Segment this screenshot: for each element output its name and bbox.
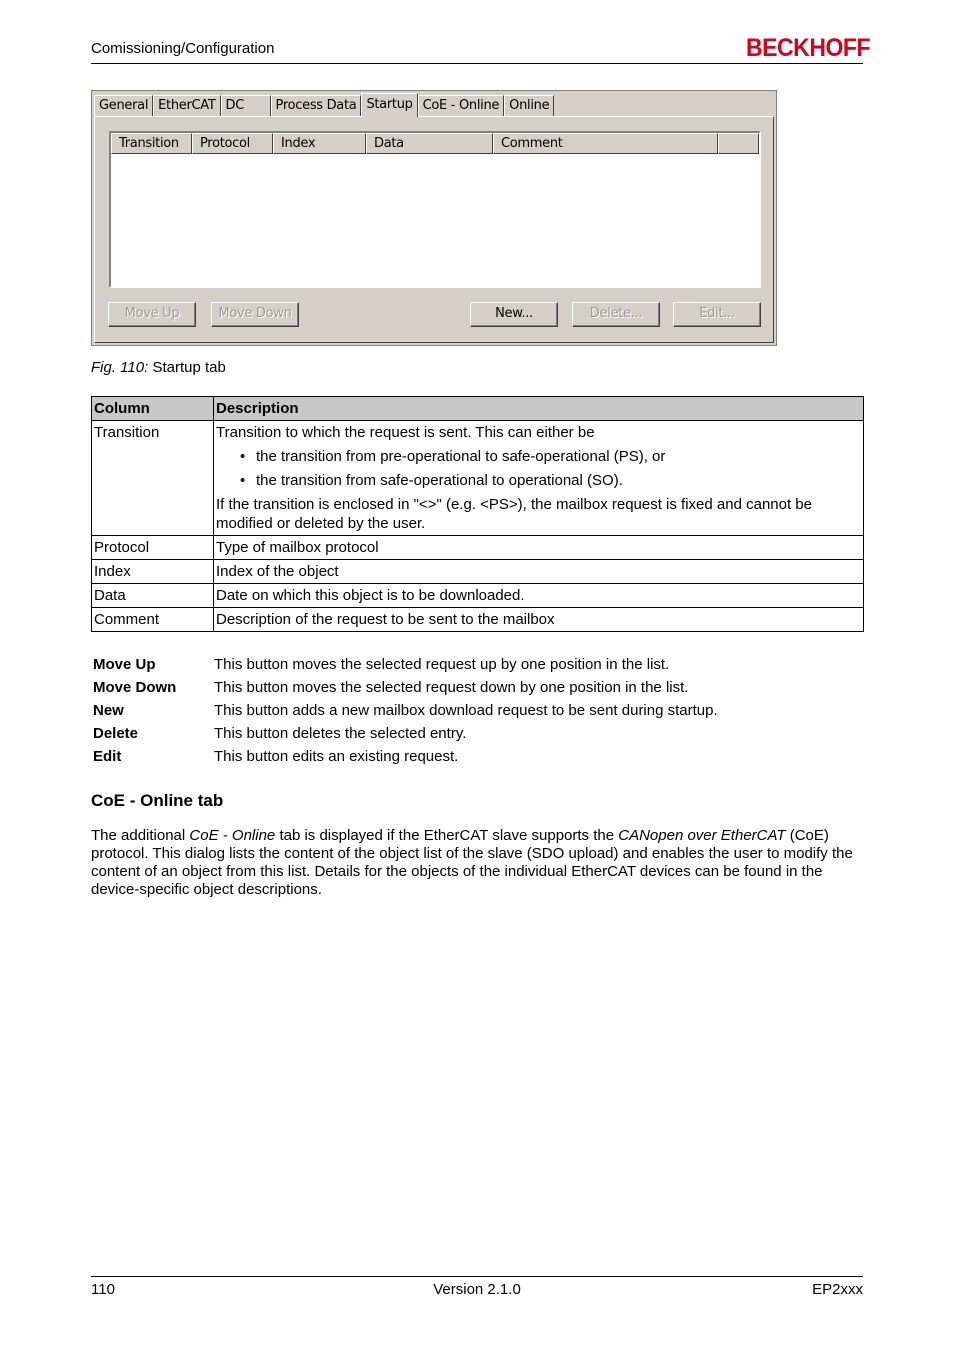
col-transition[interactable]: Transition xyxy=(111,133,192,154)
table-row xyxy=(92,584,864,608)
figure-title: Startup tab xyxy=(152,359,226,376)
col-protocol[interactable]: Protocol xyxy=(192,133,273,154)
term: Delete xyxy=(93,725,139,742)
table-row xyxy=(92,421,864,536)
cell-column: Protocol xyxy=(92,536,214,560)
list-item xyxy=(93,724,718,747)
table-row xyxy=(92,560,864,584)
move-down-button[interactable]: Move Down xyxy=(211,302,299,327)
definition: This button moves the selected request up by one position in the list. xyxy=(214,656,670,673)
version-label: Version 2.1.0 xyxy=(433,1281,521,1298)
para-emphasis: CoE - Online xyxy=(189,827,276,844)
header-column: Column xyxy=(92,397,214,421)
table-row xyxy=(92,608,864,632)
para-emphasis: CANopen over EtherCAT xyxy=(618,827,786,844)
tab-startup[interactable]: Startup xyxy=(361,93,417,117)
cell-column: Comment xyxy=(92,608,214,632)
transition-note: If the transition is enclosed in "<>" (e.g. <PS>), the mailbox request is fixed and cannot be modified or deleted by the user. xyxy=(216,496,812,532)
cell-description: Date on which this object is to be downloaded. xyxy=(214,584,864,608)
cell-column: Data xyxy=(92,584,214,608)
list-item xyxy=(93,701,718,724)
definition: This button deletes the selected entry. xyxy=(214,725,467,742)
definition: This button moves the selected request down by one position in the list. xyxy=(214,679,689,696)
col-index[interactable]: Index xyxy=(273,133,366,154)
tab-online[interactable]: Online xyxy=(504,95,554,116)
product-name: EP2xxx xyxy=(812,1281,863,1298)
bullet-item: • the transition from pre-operational to safe-operational (PS), or xyxy=(240,448,666,465)
definition: This button adds a new mailbox download request to be sent during startup. xyxy=(214,702,718,719)
list-item xyxy=(93,678,718,701)
col-data[interactable]: Data xyxy=(366,133,493,154)
cell-description: Type of mailbox protocol xyxy=(214,536,864,560)
figure-label: Fig. 110: xyxy=(91,359,149,376)
bullet-text: the transition from safe-operational to operational (SO). xyxy=(256,472,623,489)
beckhoff-logo: BECKHOFF xyxy=(746,34,871,62)
tab-process-data[interactable]: Process Data xyxy=(271,95,362,116)
para-text: The additional xyxy=(91,827,190,844)
list-item xyxy=(93,747,718,770)
bullet-item: • the transition from safe-operational to operational (SO). xyxy=(240,472,623,489)
footer-rule xyxy=(91,1276,863,1277)
para-text: tab is displayed if the EtherCAT slave supports the xyxy=(275,827,619,844)
col-comment[interactable]: Comment xyxy=(493,133,718,154)
header-rule xyxy=(91,63,863,64)
col-extra[interactable] xyxy=(718,133,759,154)
startup-list[interactable] xyxy=(109,131,761,288)
bullet-text: the transition from pre-operational to safe-operational (PS), or xyxy=(256,448,666,465)
term: Move Down xyxy=(93,679,177,696)
tab-coe-online[interactable]: CoE - Online xyxy=(418,95,505,116)
page-number: 110 xyxy=(91,1281,115,1298)
cell-column: Index xyxy=(92,560,214,584)
new-button[interactable]: New... xyxy=(470,302,558,327)
cell-description: Description of the request to be sent to the mailbox xyxy=(214,608,864,632)
column-description-table xyxy=(91,396,864,632)
tab-strip xyxy=(94,93,554,117)
term: Move Up xyxy=(93,656,156,673)
transition-intro: Transition to which the request is sent. This can either be xyxy=(216,424,595,441)
figure-caption xyxy=(91,359,226,376)
running-header: Comissioning/Configuration xyxy=(91,40,275,57)
startup-dialog xyxy=(91,90,777,346)
header-description: Description xyxy=(214,397,864,421)
para-text: (CoE) protocol. This dialog lists the content of the object list of the slave (SDO upload) and enables the user to modify the content of an object from this list. Details for the objects of the individual EtherCAT devices can be found in the device-specific object descriptions. xyxy=(91,827,853,898)
tab-ethercat[interactable]: EtherCAT xyxy=(153,95,220,116)
definition: This button edits an existing request. xyxy=(214,748,459,765)
tab-general[interactable]: General xyxy=(94,95,153,116)
table-row xyxy=(92,536,864,560)
list-header xyxy=(111,133,759,154)
list-item xyxy=(93,655,718,678)
section-heading: CoE - Online tab xyxy=(91,791,224,810)
table-header-row xyxy=(92,397,864,421)
move-up-button[interactable]: Move Up xyxy=(108,302,196,327)
cell-column: Transition xyxy=(92,421,214,536)
term: New xyxy=(93,702,124,719)
button-description-list xyxy=(93,655,718,770)
cell-description: Index of the object xyxy=(214,560,864,584)
tab-dc[interactable]: DC xyxy=(221,95,271,116)
term: Edit xyxy=(93,748,122,765)
edit-button[interactable]: Edit... xyxy=(673,302,761,327)
section-paragraph xyxy=(91,827,865,899)
cell-description xyxy=(214,421,864,536)
delete-button[interactable]: Delete... xyxy=(572,302,660,327)
